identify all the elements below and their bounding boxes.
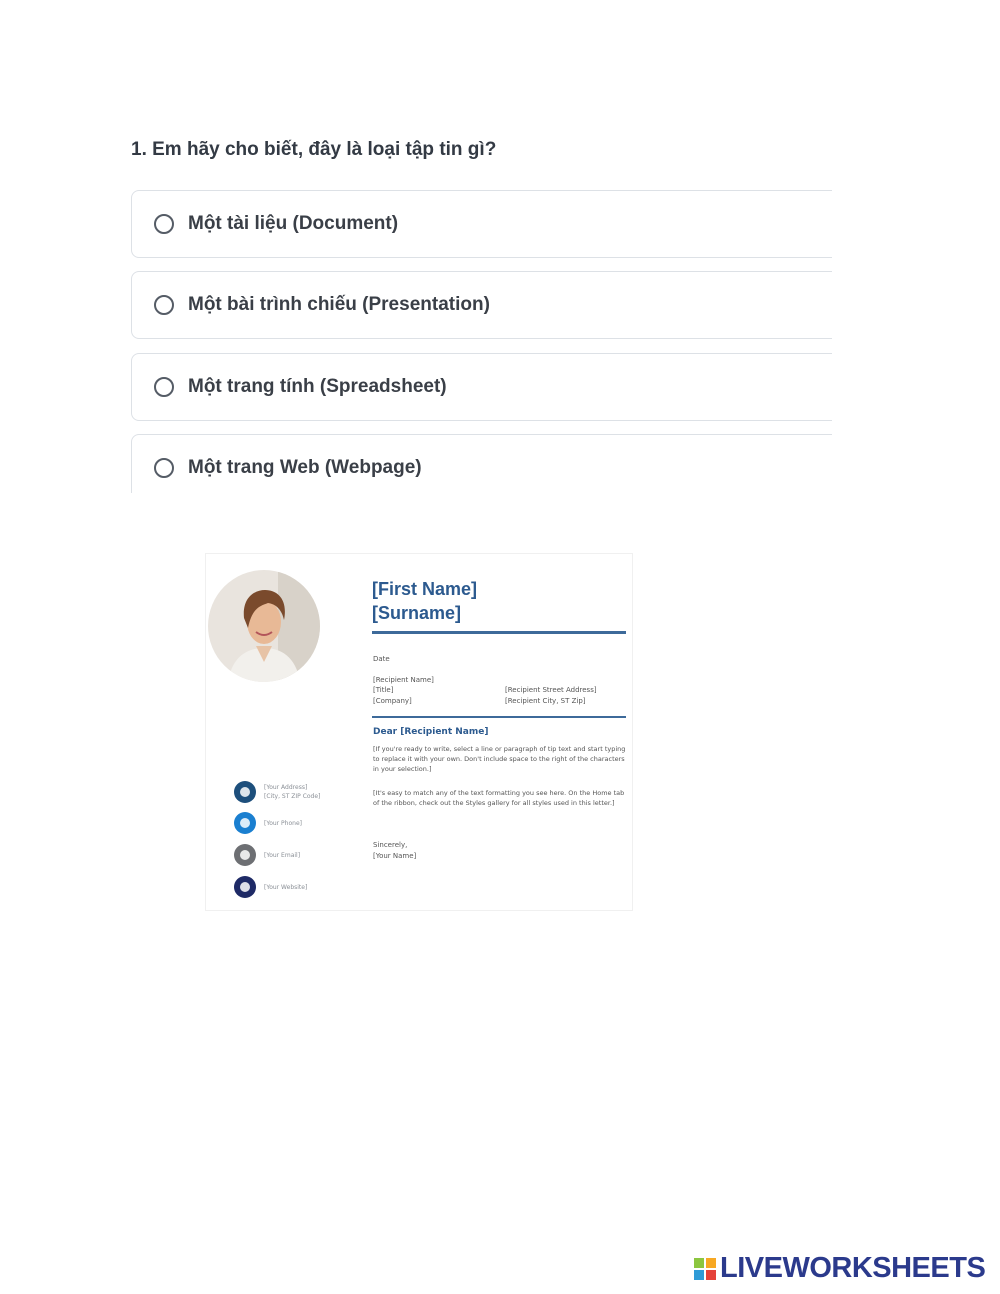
phone-icon bbox=[234, 812, 256, 834]
closing: Sincerely, bbox=[373, 841, 408, 849]
option-label: Một trang tính (Spreadsheet) bbox=[188, 376, 447, 397]
website-icon bbox=[234, 876, 256, 898]
option-label: Một tài liệu (Document) bbox=[188, 213, 399, 234]
question-text: 1. Em hãy cho biết, đây là loại tập tin gì? bbox=[131, 139, 497, 160]
recipient-city: [Recipient City, ST Zip] bbox=[505, 697, 586, 705]
recipient-company: [Company] bbox=[373, 697, 412, 705]
option-webpage[interactable] bbox=[131, 434, 832, 493]
recipient-title: [Title] bbox=[373, 686, 394, 694]
location-icon bbox=[234, 781, 256, 803]
email-icon bbox=[234, 844, 256, 866]
contact-website: [Your Website] bbox=[264, 884, 308, 891]
contact-address bbox=[264, 783, 320, 801]
option-spreadsheet[interactable] bbox=[131, 353, 832, 421]
radio-button[interactable] bbox=[154, 295, 174, 315]
radio-button[interactable] bbox=[154, 377, 174, 397]
resume-preview-image bbox=[205, 553, 633, 911]
answer-options bbox=[131, 190, 832, 493]
letter-paragraph-2: [It's easy to match any of the text formatting you see here. On the Home tab of the ribbon, check out the Styles gallery for all styles used in this letter.] bbox=[373, 789, 625, 807]
logo-grid-icon bbox=[694, 1258, 716, 1280]
contact-phone: [Your Phone] bbox=[264, 820, 302, 827]
address-line: [Your Address] bbox=[264, 784, 308, 791]
signature: [Your Name] bbox=[373, 852, 417, 860]
recipient-name: [Recipient Name] bbox=[373, 676, 434, 684]
city-line: [City, ST ZIP Code] bbox=[264, 793, 321, 800]
radio-button[interactable] bbox=[154, 458, 174, 478]
header-rule bbox=[372, 631, 626, 634]
salutation: Dear [Recipient Name] bbox=[373, 727, 489, 737]
option-presentation[interactable] bbox=[131, 271, 832, 339]
radio-button[interactable] bbox=[154, 214, 174, 234]
option-label: Một bài trình chiếu (Presentation) bbox=[188, 294, 490, 315]
surname: [Surname] bbox=[372, 603, 462, 623]
date-label: Date bbox=[373, 655, 390, 663]
profile-photo bbox=[208, 570, 320, 682]
brand-name: LIVEWORKSHEETS bbox=[720, 1252, 986, 1284]
first-name: [First Name] bbox=[372, 579, 478, 599]
contact-email: [Your Email] bbox=[264, 852, 301, 859]
option-document[interactable] bbox=[131, 190, 832, 258]
option-label: Một trang Web (Webpage) bbox=[188, 457, 422, 478]
letter-paragraph-1: [If you're ready to write, select a line or paragraph of tip text and start typing to replace it with your own. Don't include space to the right of the characters in your selection.] bbox=[373, 745, 626, 773]
divider-rule bbox=[372, 716, 626, 718]
recipient-street: [Recipient Street Address] bbox=[505, 686, 597, 694]
